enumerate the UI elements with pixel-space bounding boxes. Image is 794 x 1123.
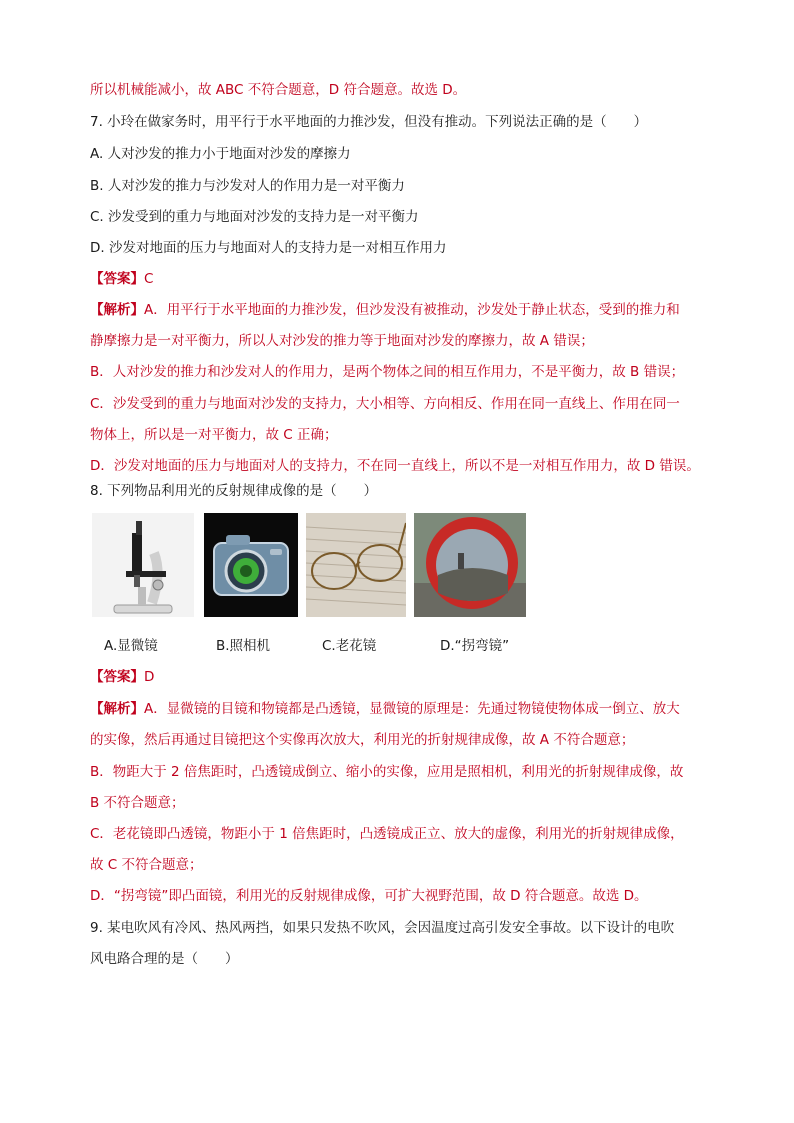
question-7-option-a: A. 人对沙发的推力小于地面对沙发的摩擦力 xyxy=(90,146,351,162)
analysis-8-line-5: C．老花镜即凸透镜，物距小于 1 倍焦距时，凸透镜成正立、放大的虚像，利用光的折射规律成像， xyxy=(90,826,684,842)
caption-c: C.老花镜 xyxy=(322,638,377,654)
question-7-stem: 7. 小玲在做家务时，用平行于水平地面的力推沙发，但没有推动。下列说法正确的是（ ） xyxy=(90,114,648,130)
answer-value: D xyxy=(144,669,155,685)
convex-mirror-image xyxy=(414,513,526,617)
analysis-8-line-3: B．物距大于 2 倍焦距时，凸透镜成倒立、缩小的实像，应用是照相机，利用光的折射规律成像，故 xyxy=(90,764,684,780)
answer-value: C xyxy=(144,271,154,287)
question-7-option-c: C. 沙发受到的重力与地面对沙发的支持力是一对平衡力 xyxy=(90,209,419,225)
answer-tag: 【答案】 xyxy=(90,271,144,287)
analysis-8-line-4: B 不符合题意； xyxy=(90,795,185,811)
caption-a: A.显微镜 xyxy=(104,638,158,654)
caption-d: D.“拐弯镜” xyxy=(440,638,510,654)
caption-b: B.照相机 xyxy=(216,638,271,654)
analysis-8-line-7: D．“拐弯镜”即凸面镜，利用光的反射规律成像，可扩大视野范围，故 D 符合题意。故选 D。 xyxy=(90,888,648,904)
question-9-stem-line-1: 9. 某电吹风有冷风、热风两挡，如果只发热不吹风，会因温度过高引发安全事故。以下设计的电吹 xyxy=(90,920,675,936)
analysis-8-line-2: 的实像，然后再通过目镜把这个实像再次放大，利用光的折射规律成像，故 A 不符合题意； xyxy=(90,732,635,748)
analysis-8-line-6: 故 C 不符合题意； xyxy=(90,857,203,873)
analysis-7-line-2: 静摩擦力是一对平衡力，所以人对沙发的推力等于地面对沙发的摩擦力，故 A 错误； xyxy=(90,333,594,349)
prev-analysis-end: 所以机械能减小，故 ABC 不符合题意，D 符合题意。故选 D。 xyxy=(90,82,467,98)
reading-glasses-image xyxy=(306,513,406,617)
analysis-8-line-1: 【解析】A．显微镜的目镜和物镜都是凸透镜，显微镜的原理是：先通过物镜使物体成一倒立、放大 xyxy=(90,701,680,717)
answer-8 xyxy=(90,667,710,687)
analysis-7-line-5: 物体上，所以是一对平衡力，故 C 正确； xyxy=(90,427,338,443)
analysis-7-line-4: C．沙发受到的重力与地面对沙发的支持力，大小相等、方向相反、作用在同一直线上、作用在同一 xyxy=(90,396,680,412)
question-9-stem-line-2: 风电路合理的是（ ） xyxy=(90,951,239,967)
answer-7 xyxy=(90,269,710,289)
analysis-7-line-1: 【解析】A．用平行于水平地面的力推沙发，但沙发没有被推动，沙发处于静止状态，受到的推力和 xyxy=(90,302,680,318)
analysis-tag: 【解析】 xyxy=(90,701,144,717)
question-7-option-d: D. 沙发对地面的压力与地面对人的支持力是一对相互作用力 xyxy=(90,240,447,256)
microscope-image xyxy=(92,513,194,617)
analysis-tag: 【解析】 xyxy=(90,302,144,318)
analysis-7-line-3: B．人对沙发的推力和沙发对人的作用力，是两个物体之间的相互作用力，不是平衡力，故 B 错误； xyxy=(90,364,685,380)
question-7-option-b: B. 人对沙发的推力与沙发对人的作用力是一对平衡力 xyxy=(90,178,405,194)
camera-image xyxy=(204,513,298,617)
analysis-7-line-6: D．沙发对地面的压力与地面对人的支持力，不在同一直线上，所以不是一对相互作用力，故 D 错误。 xyxy=(90,458,700,474)
answer-tag: 【答案】 xyxy=(90,669,144,685)
question-8-stem: 8. 下列物品利用光的反射规律成像的是（ ） xyxy=(90,483,378,499)
